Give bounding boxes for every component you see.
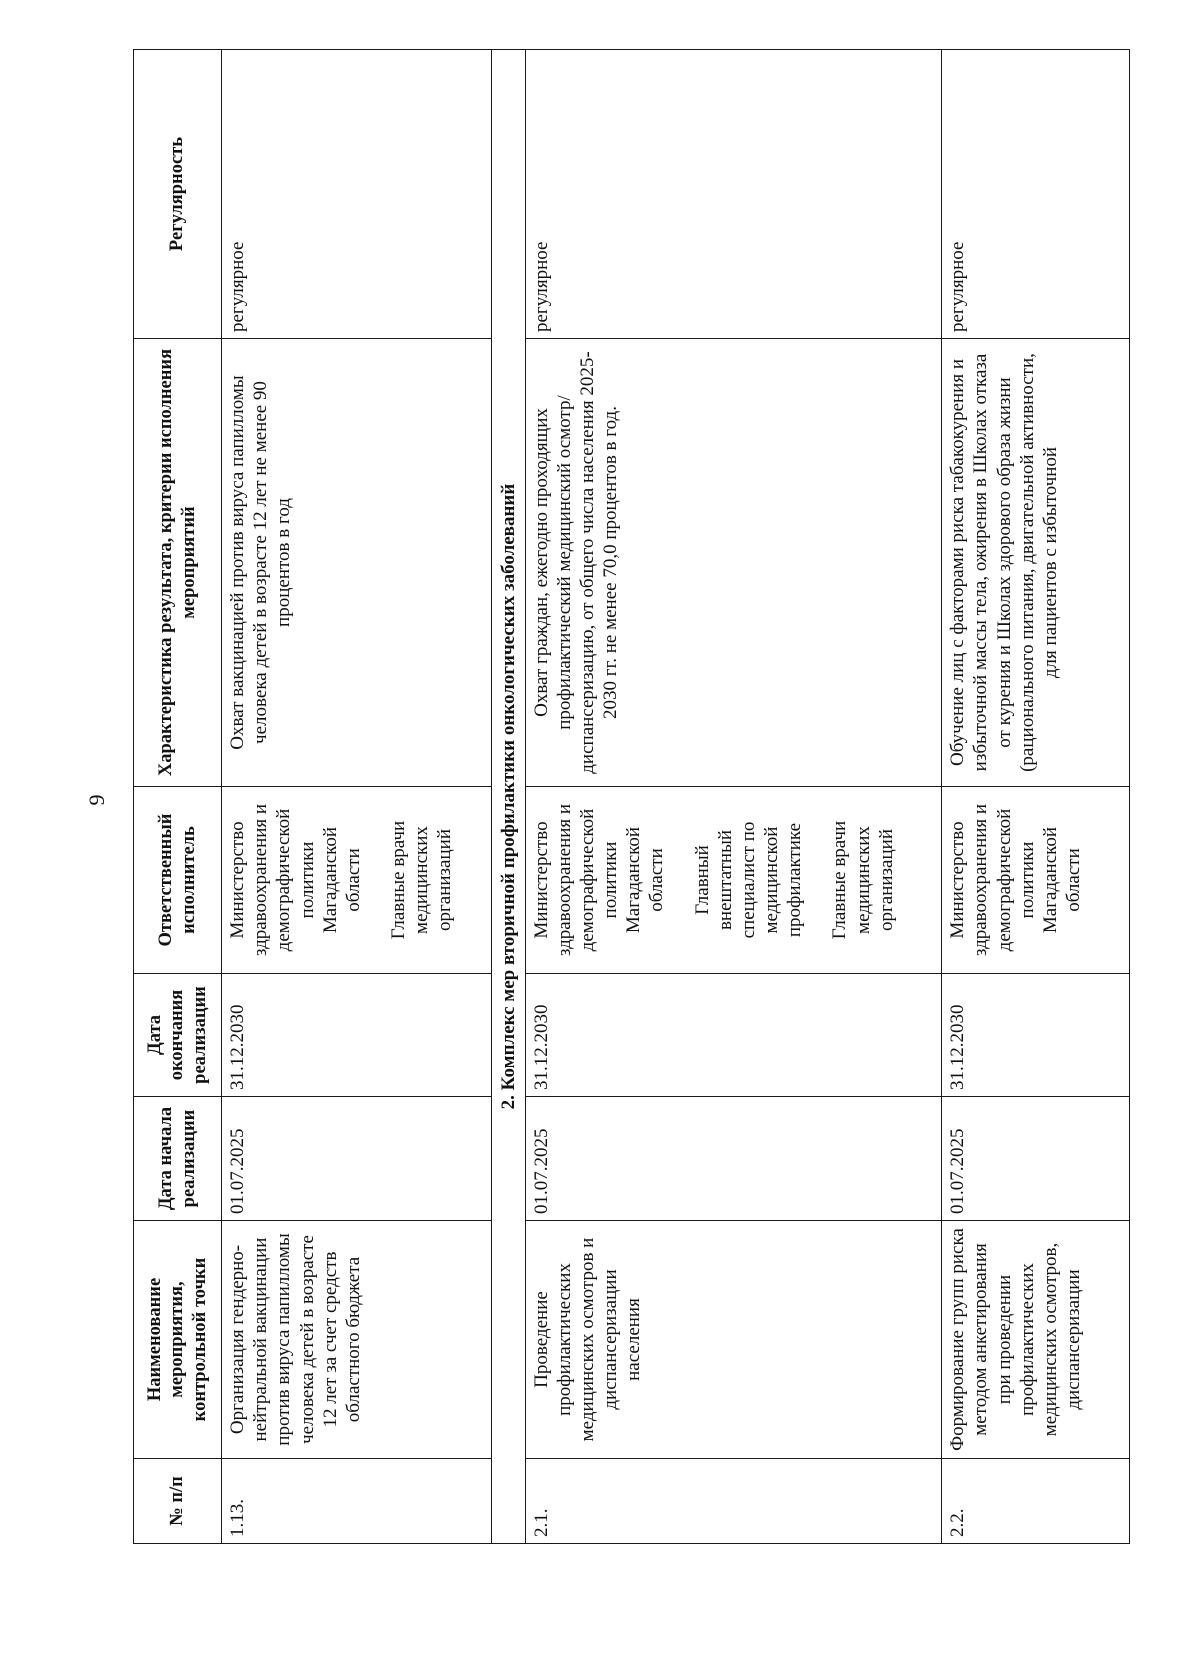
table-row xyxy=(222,50,492,1544)
responsible-line: Министерство здравоохранения и демографической политики Магаданской области xyxy=(227,803,364,957)
row-end: 31.12.2030 xyxy=(525,974,942,1097)
row-responsible xyxy=(222,787,492,974)
header-name: Наименование мероприятия, контрольной точки xyxy=(134,1221,222,1459)
row-responsible xyxy=(942,787,1130,974)
header-num: № п/п xyxy=(134,1459,222,1544)
responsible-line: Министерство здравоохранения и демографической политики Магаданской области xyxy=(530,803,668,957)
rotated-table-container xyxy=(133,50,1130,1544)
page-number: 9 xyxy=(84,794,109,806)
row-regularity: регулярное xyxy=(942,50,1130,339)
table-row xyxy=(942,50,1130,1544)
header-row xyxy=(134,50,222,1544)
responsible-line: Министерство здравоохранения и демографической политики Магаданской области xyxy=(947,803,1085,957)
row-num: 2.2. xyxy=(942,1459,1130,1544)
row-responsible xyxy=(525,787,942,974)
row-num: 2.1. xyxy=(525,1459,942,1544)
row-result: Охват вакцинацией против вируса папилломы человека детей в возрасте 12 лет не менее 90 процентов в год xyxy=(222,339,492,787)
row-result: Обучение лиц с факторами риска табакокурения и избыточной массы тела, ожирения в Школах отказа от курения и Школах здорового образа жизни (рационального питания, двигательной активности, для пациентов с избыточной xyxy=(942,339,1130,787)
responsible-line: Главные врачи медицинских организаций xyxy=(829,820,897,940)
row-start: 01.07.2025 xyxy=(942,1097,1130,1221)
row-num: 1.13. xyxy=(222,1459,492,1544)
measures-table xyxy=(133,49,1130,1544)
row-name: Проведение профилактических медицинских осмотров и диспансеризации населения xyxy=(525,1221,942,1459)
row-start: 01.07.2025 xyxy=(222,1097,492,1221)
row-end: 31.12.2030 xyxy=(942,974,1130,1097)
header-regularity: Регулярность xyxy=(134,50,222,339)
row-start: 01.07.2025 xyxy=(525,1097,942,1221)
row-name: Формирование групп риска методом анкетирования при проведении профилактических медицинских осмотров, диспансеризации xyxy=(942,1221,1130,1459)
header-responsible: Ответственный исполнитель xyxy=(134,787,222,974)
header-result: Характеристика результата, критерии исполнения мероприятий xyxy=(134,339,222,787)
header-start: Дата начала реализации xyxy=(134,1097,222,1221)
section-title: 2. Комплекс мер вторичной профилактики онкологических заболеваний xyxy=(492,50,525,1544)
row-regularity: регулярное xyxy=(222,50,492,339)
row-regularity: регулярное xyxy=(525,50,942,339)
table-row xyxy=(525,50,942,1544)
responsible-line: Главные врачи медицинских организаций xyxy=(388,820,456,940)
row-result: Охват граждан, ежегодно проходящих профилактический медицинский осмотр/диспансеризацию, от общего числа населения 2025-2030 гг. не менее 70,0 процентов в год. xyxy=(525,339,942,787)
responsible-line: Главный внештатный специалист по медицинской профилактике xyxy=(691,821,806,939)
section-header-row xyxy=(492,50,525,1544)
row-name: Организация гендерно-нейтральной вакцинации против вируса папилломы человека детей в возрасте 12 лет за счет средств областного бюджета xyxy=(222,1221,492,1459)
row-end: 31.12.2030 xyxy=(222,974,492,1097)
header-end: Дата окончания реализации xyxy=(134,974,222,1097)
